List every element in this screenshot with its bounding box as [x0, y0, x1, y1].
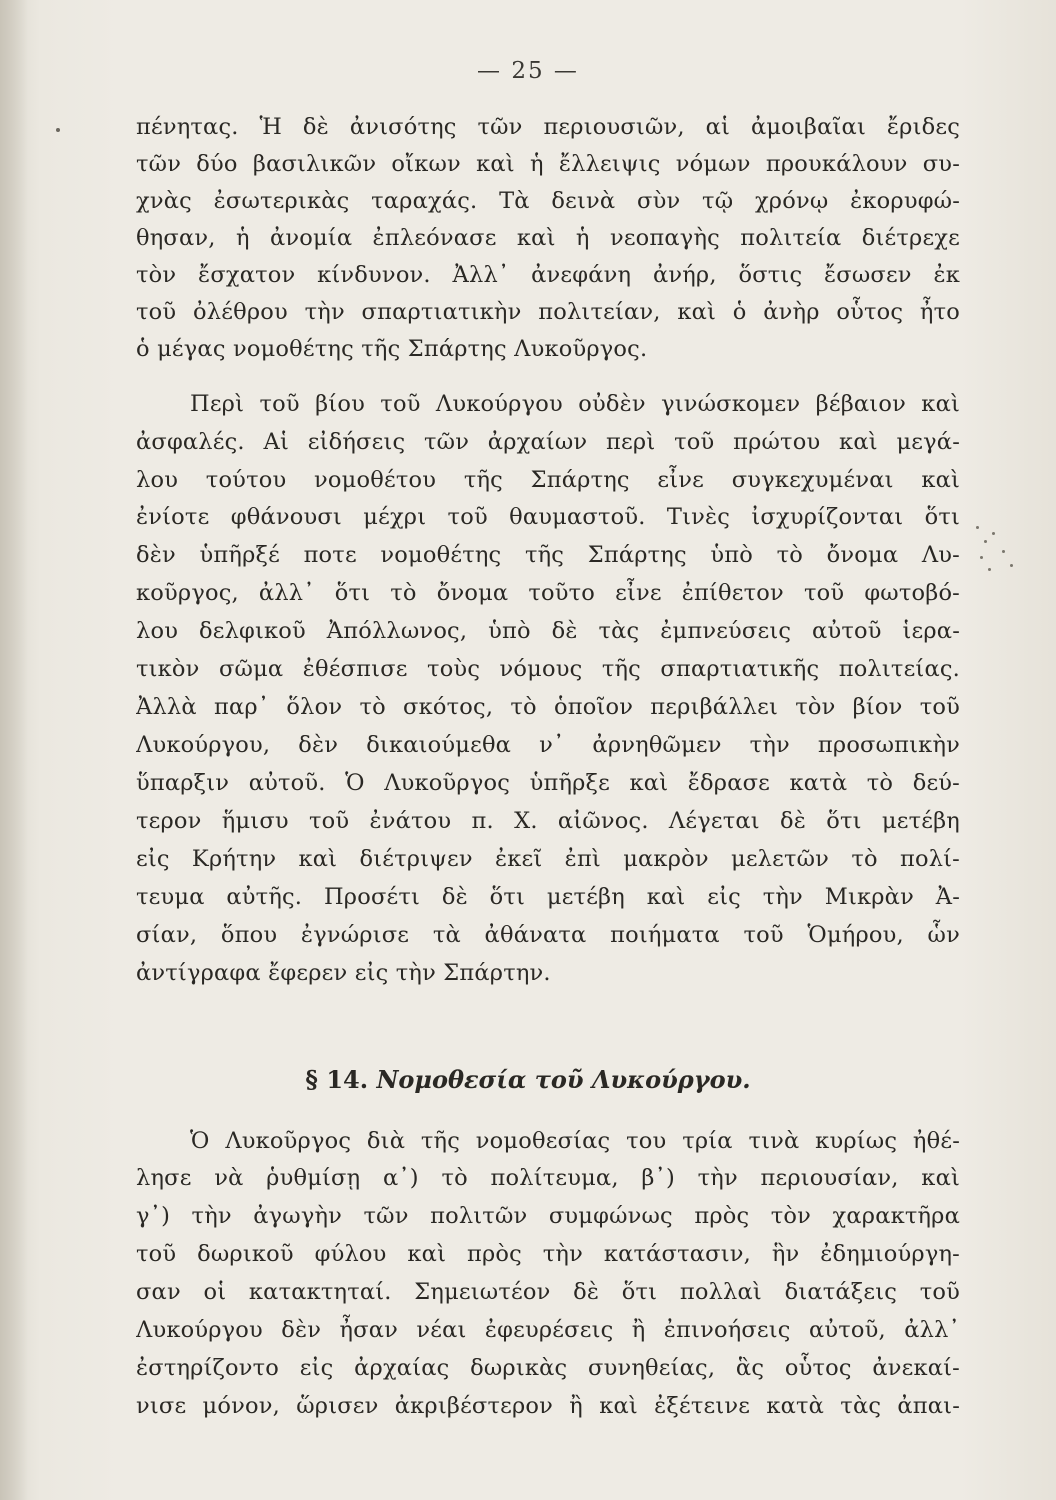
text-line: κοῦργος, ἀλλ᾽ ὅτι τὸ ὄνομα τοῦτο εἶνε ἐπίθετον τοῦ φωτοβό- [136, 580, 960, 606]
text-line: Περὶ τοῦ βίου τοῦ Λυκούργου οὐδὲν γινώσκομεν βέβαιον καὶ [190, 391, 960, 417]
text-line: ἐνίοτε φθάνουσι μέχρι τοῦ θαυμαστοῦ. Τινὲς ἰσχυρίζονται ὅτι [136, 504, 960, 530]
text-line: λησε νὰ ῥυθμίσῃ α᾽) τὸ πολίτευμα, β᾽) τὴν περιουσίαν, καὶ [136, 1165, 960, 1191]
page-number: — 25 — [477, 58, 579, 84]
text-line: λου τούτου νομοθέτου τῆς Σπάρτης εἶνε συγκεχυμέναι καὶ [136, 467, 960, 493]
text-line: δὲν ὑπῆρξέ ποτε νομοθέτης τῆς Σπάρτης ὑπὸ τὸ ὄνομα Λυ- [136, 542, 960, 568]
text-line: τῶν δύο βασιλικῶν οἴκων καὶ ἡ ἔλλειψις νόμων προυκάλουν συ- [136, 151, 960, 177]
text-line: Ὁ Λυκοῦργος διὰ τῆς νομοθεσίας του τρία τινὰ κυρίως ἠθέ- [190, 1128, 960, 1154]
text-line: τικὸν σῶμα ἐθέσπισε τοὺς νόμους τῆς σπαρτιατικῆς πολιτείας. [136, 656, 960, 682]
text-line: Λυκούργου, δὲν δικαιούμεθα ν᾽ ἀρνηθῶμεν τὴν προσωπικὴν [136, 732, 960, 758]
text-line: ἐστηρίζοντο εἰς ἀρχαίας δωρικὰς συνηθείας, ἃς οὗτος ἀνεκαί- [136, 1355, 960, 1381]
section-heading [0, 1060, 1056, 1100]
binding-shadow [0, 0, 28, 1500]
text-line: ἀσφαλές. Αἱ εἰδήσεις τῶν ἀρχαίων περὶ τοῦ πρώτου καὶ μεγά- [136, 429, 960, 455]
text-line: πένητας. Ἡ δὲ ἀνισότης τῶν περιουσιῶν, αἱ ἀμοιβαῖαι ἔριδες [136, 114, 960, 140]
text-line: σίαν, ὅπου ἐγνώρισε τὰ ἀθάνατα ποιήματα τοῦ Ὁμήρου, ὧν [136, 922, 960, 948]
text-line: γ᾽) τὴν ἀγωγὴν τῶν πολιτῶν συμφώνως πρὸς τὸν χαρακτῆρα [136, 1203, 960, 1229]
section-title: Νομοθεσία τοῦ Λυκούργου. [376, 1065, 751, 1094]
text-line: Ἀλλὰ παρ᾽ ὅλον τὸ σκότος, τὸ ὁποῖον περιβάλλει τὸν βίον τοῦ [136, 694, 960, 720]
text-line: νισε μόνον, ὥρισεν ἀκριβέστερον ἢ καὶ ἐξέτεινε κατὰ τὰς ἀπαι- [136, 1393, 960, 1419]
text-line: ἀντίγραφα ἔφερεν εἰς τὴν Σπάρτην. [136, 960, 551, 986]
text-line: θησαν, ἡ ἀνομία ἐπλεόνασε καὶ ἡ νεοπαγὴς πολιτεία διέτρεχε [136, 225, 960, 251]
text-line: τερον ἥμισυ τοῦ ἐνάτου π. Χ. αἰῶνος. Λέγεται δὲ ὅτι μετέβη [136, 808, 960, 834]
text-line: Λυκούργου δὲν ἦσαν νέαι ἐφευρέσεις ἢ ἐπινοήσεις αὐτοῦ, ἀλλ᾽ [136, 1317, 960, 1343]
text-line: σαν οἱ κατακτηταί. Σημειωτέον δὲ ὅτι πολλαὶ διατάξεις τοῦ [136, 1279, 960, 1305]
text-line: τοῦ ὀλέθρου τὴν σπαρτιατικὴν πολιτείαν, καὶ ὁ ἀνὴρ οὗτος ἦτο [136, 299, 960, 325]
text-line: τοῦ δωρικοῦ φύλου καὶ πρὸς τὴν κατάστασιν, ἣν ἐδημιούργη- [136, 1241, 960, 1267]
text-line: ὕπαρξιν αὐτοῦ. Ὁ Λυκοῦργος ὑπῆρξε καὶ ἔδρασε κατὰ τὸ δεύ- [136, 770, 960, 796]
text-line: τὸν ἔσχατον κίνδυνον. Ἀλλ᾽ ἀνεφάνη ἀνήρ, ὅστις ἔσωσεν ἐκ [136, 262, 960, 288]
text-line: ὁ μέγας νομοθέτης τῆς Σπάρτης Λυκοῦργος. [136, 336, 648, 362]
text-line: τευμα αὐτῆς. Προσέτι δὲ ὅτι μετέβη καὶ εἰς τὴν Μικρὰν Ἀ- [136, 884, 960, 910]
text-line: εἰς Κρήτην καὶ διέτριψεν ἐκεῖ ἐπὶ μακρὸν μελετῶν τὸ πολί- [136, 846, 960, 872]
paper-stain [966, 506, 1026, 586]
text-line: χνὰς ἐσωτερικὰς ταραχάς. Τὰ δεινὰ σὺν τῷ χρόνῳ ἐκορυφώ- [136, 188, 960, 214]
section-number: § 14. [305, 1065, 369, 1094]
ink-speck [56, 128, 60, 132]
text-line: λου δελφικοῦ Ἀπόλλωνος, ὑπὸ δὲ τὰς ἐμπνεύσεις αὐτοῦ ἱερα- [136, 618, 960, 644]
